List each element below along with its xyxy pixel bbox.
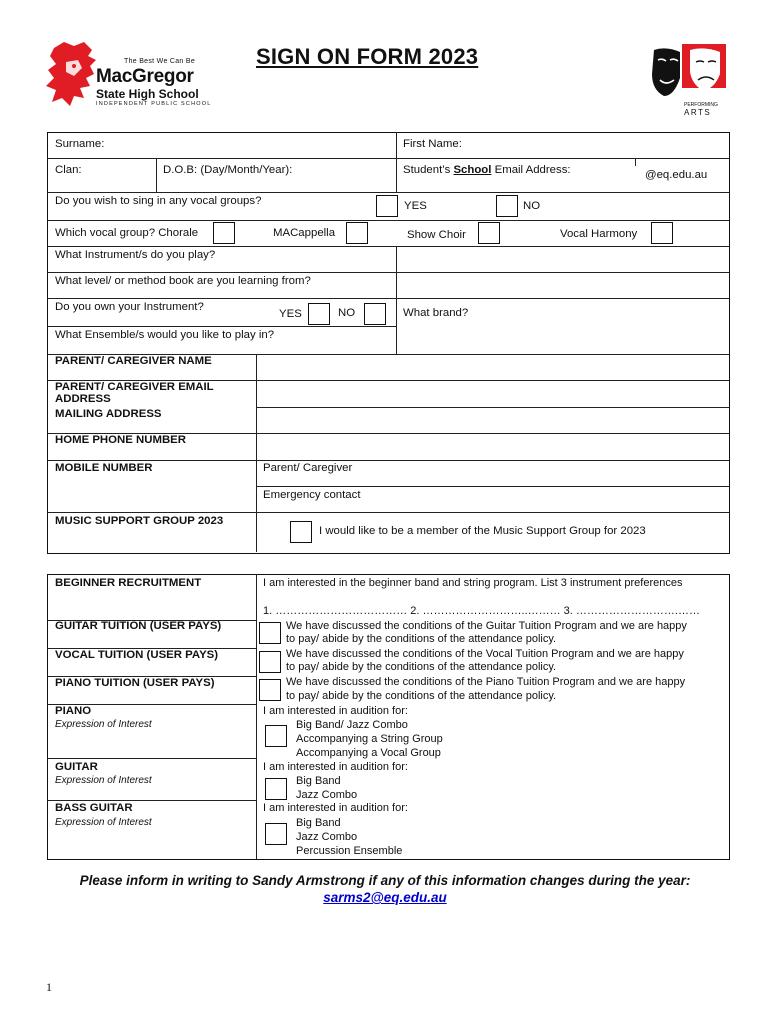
email-domain: @eq.edu.au [645,169,708,181]
own-yes-label: YES [279,308,302,320]
brand-question: What brand? [403,307,469,319]
which-vocal-label: Which vocal group? Chorale [55,227,199,239]
guitar-audition-text: I am interested in audition for: [263,761,408,773]
piano-tuition-checkbox[interactable] [259,679,281,701]
piano-option-3: Accompanying a Vocal Group [296,747,441,759]
bass-option-1: Big Band [296,817,341,829]
beginner-text: I am interested in the beginner band and string program. List 3 instrument preferences [263,577,683,589]
piano-audition-checkbox[interactable] [265,725,287,747]
ensemble-question: What Ensemble/s would you like to play in? [55,329,275,341]
vocal-harmony-checkbox[interactable] [651,222,673,244]
student-email-label [403,164,571,176]
guitar-tuition-checkbox[interactable] [259,622,281,644]
vocal-tuition-text2: to pay/ abide by the conditions of the attendance policy. [286,661,557,673]
vocal-no-checkbox[interactable] [496,195,518,217]
own-instrument-question: Do you own your Instrument? [55,301,204,313]
bass-option-3: Percussion Ensemble [296,845,403,857]
mailing-address-label: MAILING ADDRESS [55,408,162,420]
chorale-checkbox[interactable] [213,222,235,244]
show-choir-checkbox[interactable] [478,222,500,244]
level-question: What level/ or method book are you learning from? [55,275,311,287]
piano-tuition-text1: We have discussed the conditions of the Piano Tuition Program and we are happy [286,676,686,688]
show-choir-label: Show Choir [407,229,466,241]
instrument-question: What Instrument/s do you play? [55,249,216,261]
email-label-school: School [453,164,492,176]
piano-tuition-label: PIANO TUITION (USER PAYS) [55,677,215,689]
parent-caregiver-label: Parent/ Caregiver [263,462,353,474]
email-label-suffix: Email Address: [491,164,571,176]
home-phone-label: HOME PHONE NUMBER [55,434,186,446]
performing-arts-logo [650,44,726,118]
own-no-checkbox[interactable] [364,303,386,325]
arts-logo-line1: PERFORMING [684,102,718,108]
piano-option-1: Big Band/ Jazz Combo [296,719,408,731]
piano-eoi: Expression of Interest [55,719,152,730]
beginner-label: BEGINNER RECRUITMENT [55,577,202,589]
lion-logo-icon [44,40,104,108]
arts-logo-line2: ARTS [684,108,712,117]
vocal-harmony-label: Vocal Harmony [560,228,638,240]
change-notice: Please inform in writing to Sandy Armstrong if any of this information changes during the year: [79,873,691,888]
guitar-label: GUITAR [55,761,98,773]
piano-audition-text: I am interested in audition for: [263,705,408,717]
piano-option-2: Accompanying a String Group [296,733,443,745]
first-name-label: First Name: [403,138,462,150]
vocal-yes-checkbox[interactable] [376,195,398,217]
music-support-label: MUSIC SUPPORT GROUP 2023 [55,515,224,527]
bass-guitar-label: BASS GUITAR [55,802,133,814]
guitar-audition-checkbox[interactable] [265,778,287,800]
bass-audition-checkbox[interactable] [265,823,287,845]
emergency-contact-label: Emergency contact [263,489,361,501]
music-support-text: I would like to be a member of the Music Support Group for 2023 [319,525,646,537]
school-name-line2: State High School [96,87,199,101]
bass-eoi: Expression of Interest [55,817,152,828]
school-logo [44,40,224,110]
email-label-prefix: Student’s [403,164,454,176]
beginner-list: 1. ……………………………… 2. ………………………..……… 3. ……………………….…… [263,605,700,617]
page-number: 1 [46,980,52,994]
parent-email-label: PARENT/ CAREGIVER EMAIL ADDRESS [55,381,214,405]
piano-tuition-text2: to pay/ abide by the conditions of the attendance policy. [286,690,557,702]
page-title: SIGN ON FORM 2023 [256,44,479,69]
vocal-tuition-checkbox[interactable] [259,651,281,673]
guitar-tuition-text1: We have discussed the conditions of the Guitar Tuition Program and we are happy [286,620,687,632]
bass-audition-text: I am interested in audition for: [263,802,408,814]
own-yes-checkbox[interactable] [308,303,330,325]
guitar-option-1: Big Band [296,775,341,787]
macappella-checkbox[interactable] [346,222,368,244]
mobile-label: MOBILE NUMBER [55,462,153,474]
parent-name-label: PARENT/ CAREGIVER NAME [55,355,212,367]
own-no-label: NO [338,307,356,319]
macappella-label: MACappella [273,227,336,239]
vocal-tuition-text1: We have discussed the conditions of the Vocal Tuition Program and we are happy [286,648,684,660]
clan-label: Clan: [55,164,82,176]
vocal-tuition-label: VOCAL TUITION (USER PAYS) [55,649,219,661]
guitar-tuition-label: GUITAR TUITION (USER PAYS) [55,620,222,632]
piano-label: PIANO [55,705,92,717]
vocal-question: Do you wish to sing in any vocal groups? [55,195,262,207]
music-support-checkbox[interactable] [290,521,312,543]
school-subline: INDEPENDENT PUBLIC SCHOOL [96,101,212,107]
surname-label: Surname: [55,138,105,150]
contact-email-link[interactable]: sarms2@eq.edu.au [323,890,447,905]
guitar-eoi: Expression of Interest [55,775,152,786]
vocal-yes-label: YES [404,200,427,212]
bass-option-2: Jazz Combo [296,831,358,843]
school-name-line1: MacGregor [96,66,194,87]
dob-label: D.O.B: (Day/Month/Year): [163,164,293,176]
school-motto: The Best We Can Be [124,58,196,65]
guitar-tuition-text2: to pay/ abide by the conditions of the attendance policy. [286,633,557,645]
theatre-mask-icon [650,44,726,102]
guitar-option-2: Jazz Combo [296,789,358,801]
vocal-no-label: NO [523,200,541,212]
